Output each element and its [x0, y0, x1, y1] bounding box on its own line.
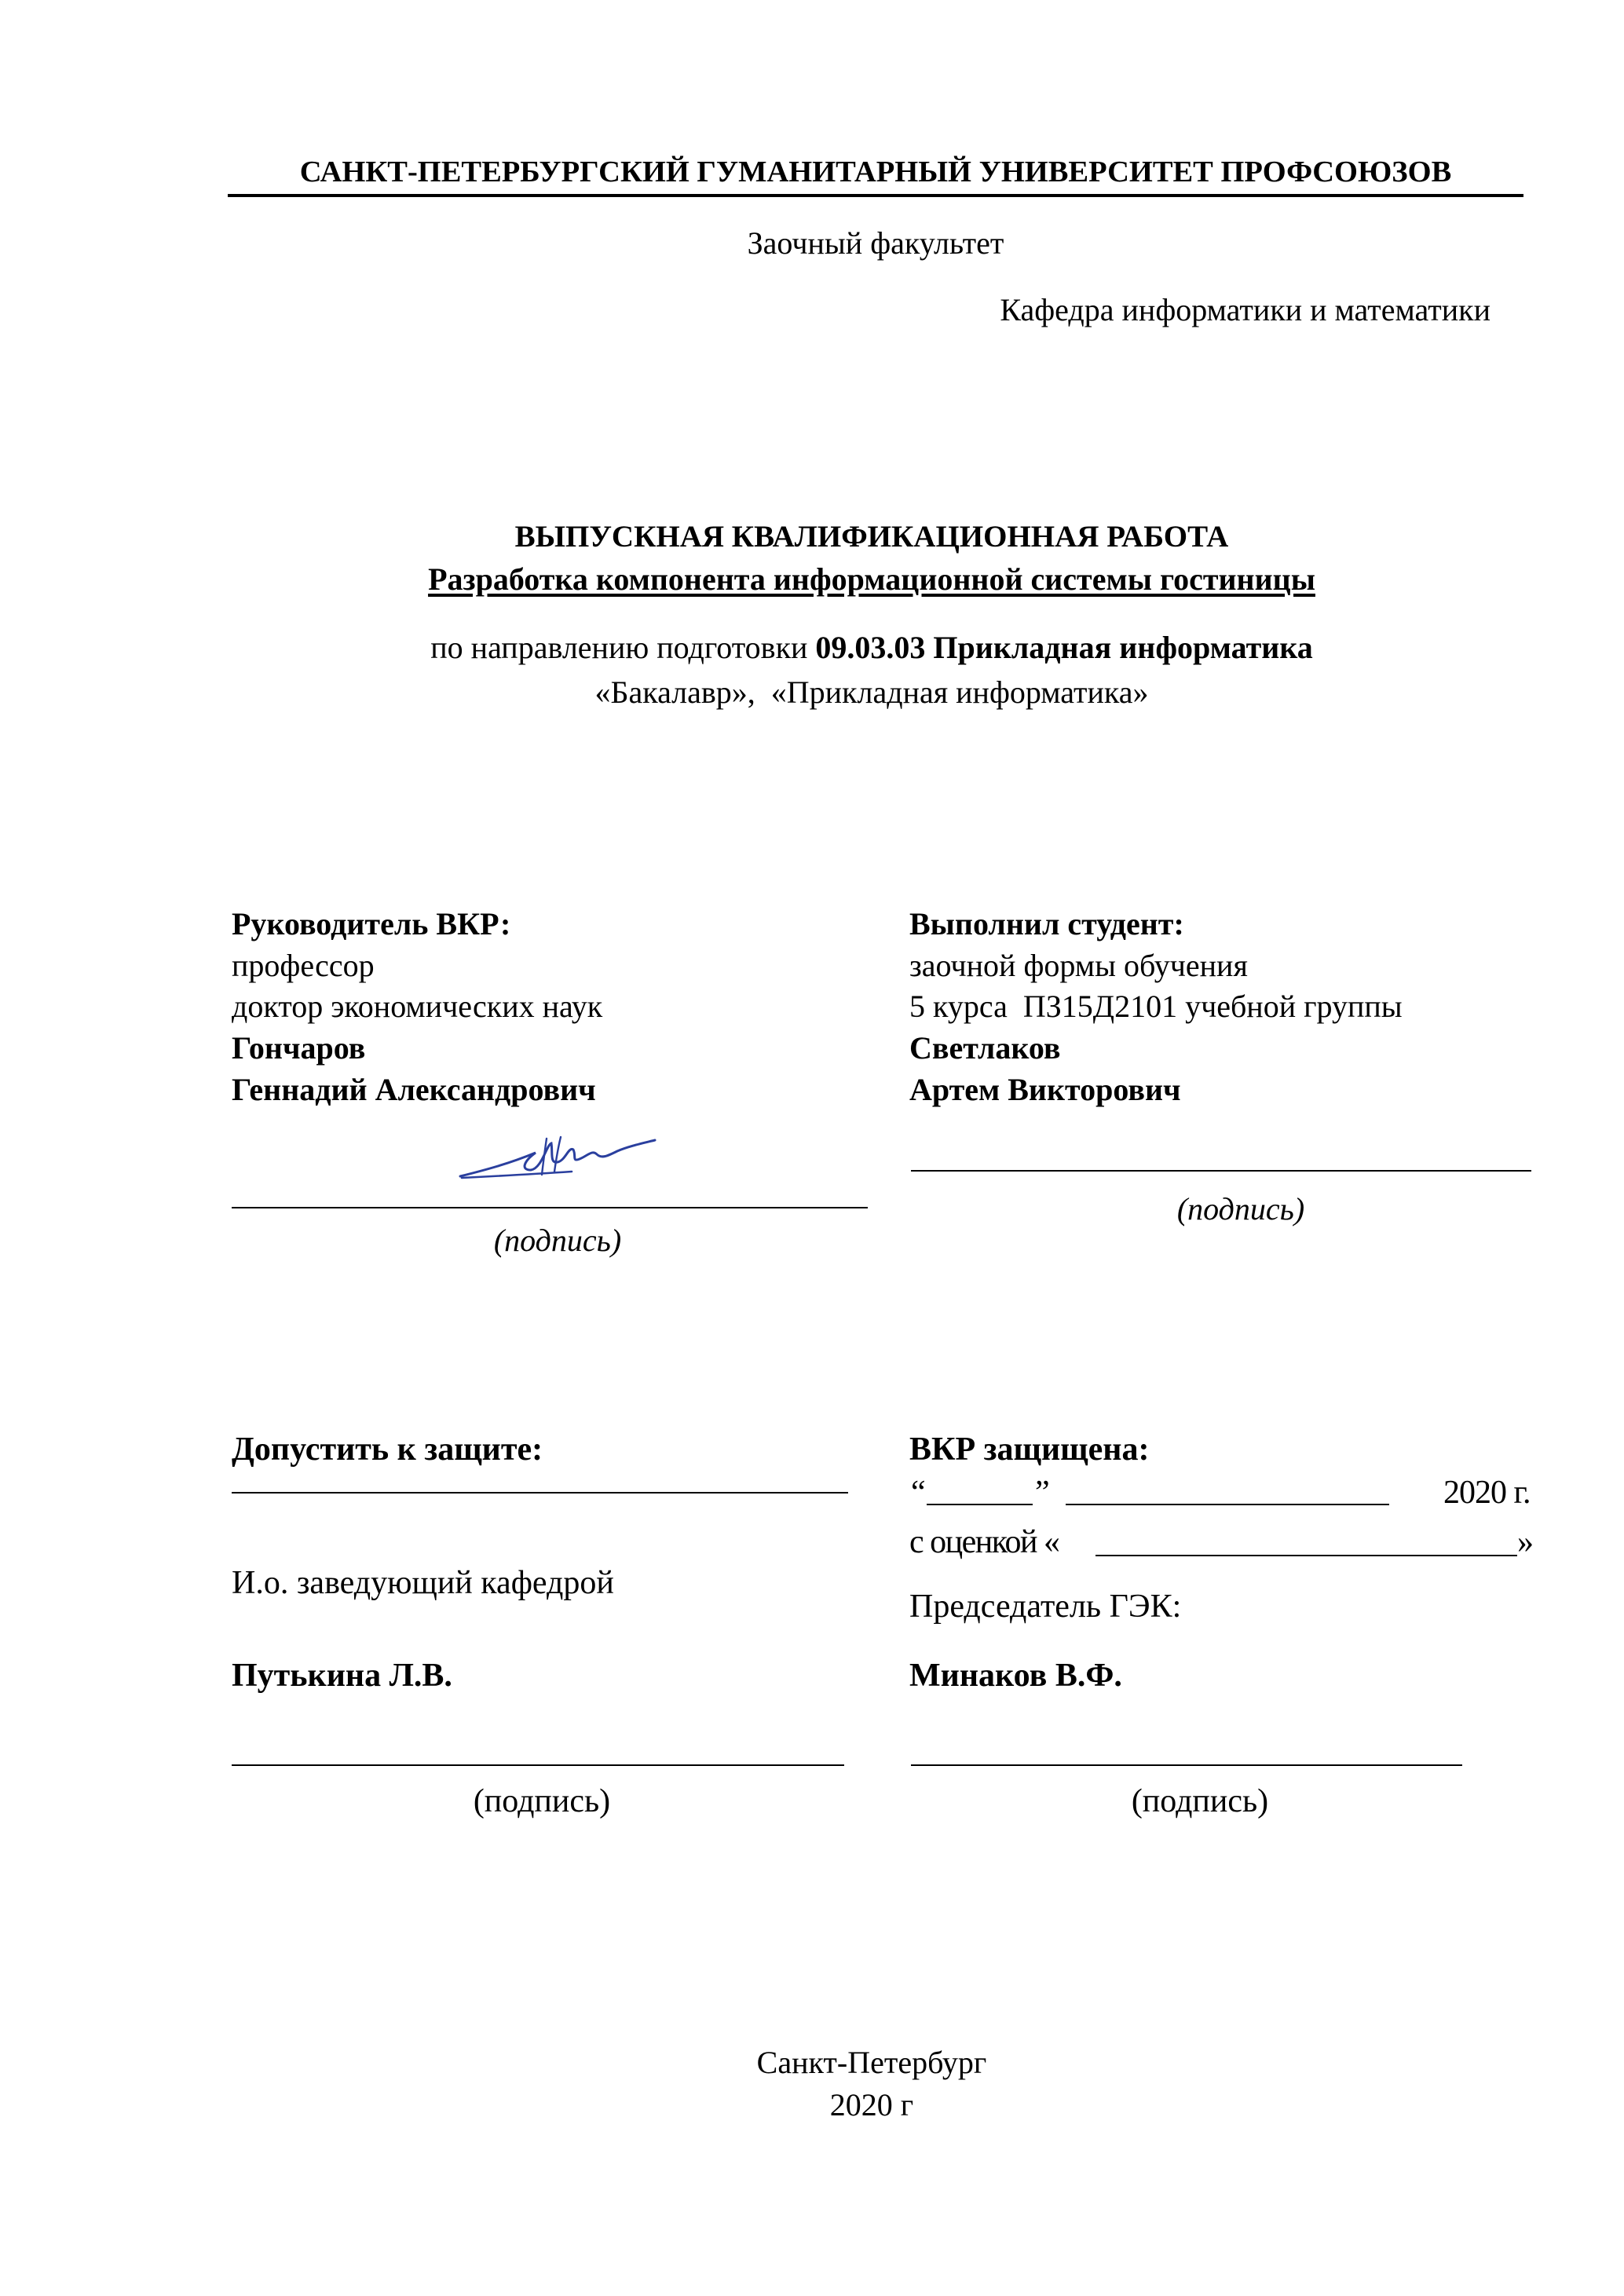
student-surname: Светлаков	[909, 1030, 1061, 1066]
direction-code: 09.03.03 Прикладная информатика	[815, 630, 1313, 665]
defense-signature-line	[911, 1764, 1462, 1766]
direction-line	[298, 632, 1445, 664]
defense-quote-close: ”	[1035, 1475, 1050, 1511]
defense-grade-prefix: с оценкой «	[909, 1524, 1059, 1560]
defense-heading: ВКР защищена:	[909, 1431, 1150, 1468]
faculty-name: Заочный факультет	[747, 225, 1004, 261]
direction-prefix: по направлению подготовки	[430, 630, 816, 665]
supervisor-name: Геннадий Александрович	[232, 1072, 596, 1107]
defense-chair-role: Председатель ГЭК:	[909, 1589, 1182, 1625]
degree-line: «Бакалавр», «Прикладная информатика»	[594, 675, 1149, 710]
defense-quote-open: “	[911, 1475, 926, 1511]
student-signature-caption: (подпись)	[1176, 1191, 1305, 1227]
supervisor-surname: Гончаров	[232, 1030, 366, 1066]
handwritten-signature-icon	[454, 1129, 658, 1192]
student-name: Артем Викторович	[909, 1072, 1181, 1107]
admission-signature-line	[232, 1764, 844, 1766]
admission-heading: Допустить к защите:	[232, 1431, 543, 1468]
work-topic: Разработка компонента информационной системы гостиницы	[428, 561, 1315, 597]
admission-line	[232, 1492, 848, 1493]
defense-grade-line	[1095, 1555, 1517, 1556]
admission-person: Путькина Л.В.	[232, 1658, 452, 1694]
footer-city: Санкт-Петербург	[756, 2045, 987, 2080]
work-type: ВЫПУСКНАЯ КВАЛИФИКАЦИОННАЯ РАБОТА	[514, 520, 1229, 554]
supervisor-signature-line	[232, 1207, 868, 1208]
university-name: САНКТ-ПЕТЕРБУРГСКИЙ ГУМАНИТАРНЫЙ УНИВЕРСИТЕТ ПРОФСОЮЗОВ	[299, 155, 1452, 188]
admission-signature-caption: (подпись)	[473, 1783, 611, 1819]
defense-grade-suffix: »	[1517, 1524, 1534, 1560]
defense-month-line	[1066, 1504, 1389, 1505]
defense-day-line	[927, 1504, 1033, 1505]
supervisor-degree: доктор экономических наук	[232, 989, 603, 1024]
admission-role: И.о. заведующий кафедрой	[232, 1565, 614, 1601]
student-study-form: заочной формы обучения	[909, 948, 1248, 983]
header-rule	[228, 194, 1523, 197]
student-group: 5 курса ПЗ15Д2101 учебной группы	[909, 989, 1403, 1024]
student-signature-line	[911, 1170, 1531, 1172]
defense-signature-caption: (подпись)	[1131, 1783, 1269, 1819]
defense-year: 2020 г.	[1443, 1475, 1531, 1511]
student-heading: Выполнил студент:	[909, 906, 1184, 941]
department-name: Кафедра информатики и математики	[1000, 292, 1490, 327]
defense-chair-person: Минаков В.Ф.	[909, 1658, 1122, 1694]
supervisor-heading: Руководитель ВКР:	[232, 906, 511, 941]
supervisor-position: профессор	[232, 948, 375, 983]
supervisor-signature-caption: (подпись)	[493, 1223, 622, 1258]
footer-year: 2020 г	[829, 2087, 914, 2122]
